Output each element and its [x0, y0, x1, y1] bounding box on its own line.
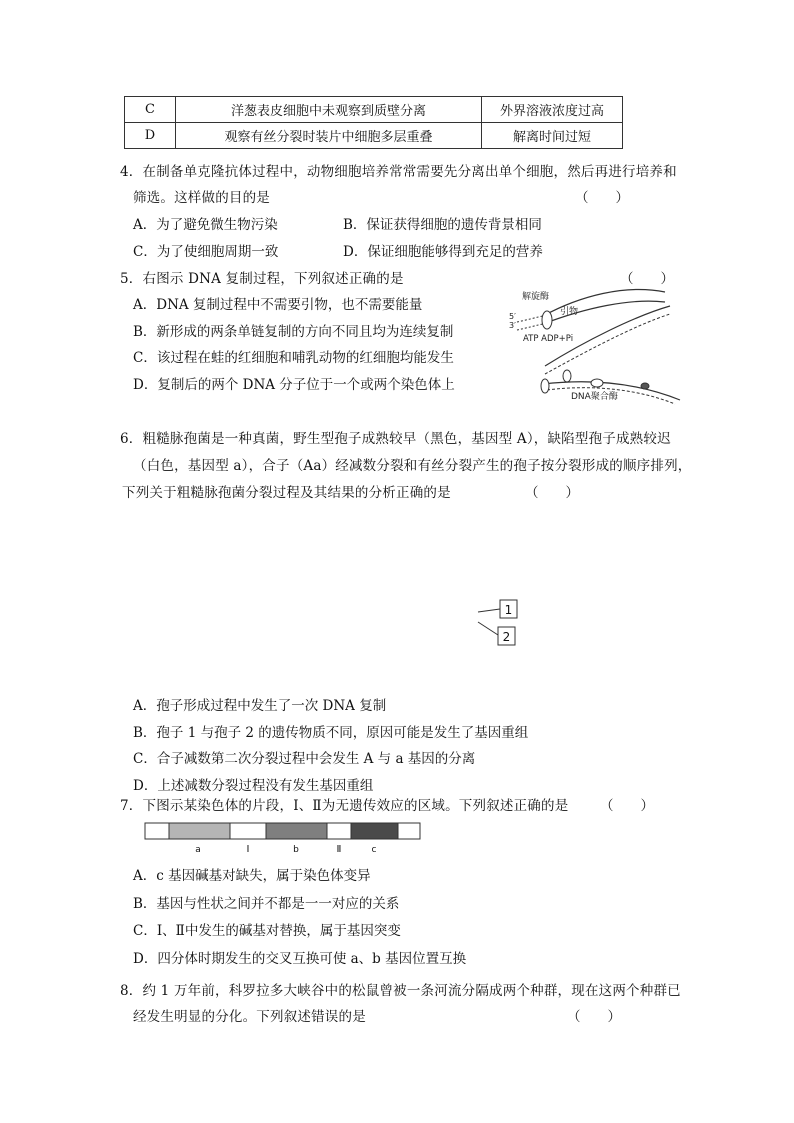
- chromosome-segment-figure: [140, 820, 430, 856]
- answer-table: [124, 96, 623, 149]
- atp-label: ATP ADP+Pi: [523, 334, 574, 344]
- table-row: [125, 97, 623, 123]
- primer-label: 引物: [560, 307, 579, 317]
- region-II-label: Ⅱ: [336, 844, 342, 855]
- q4-option-b: B．保证获得细胞的遗传背景相同: [343, 217, 542, 233]
- gene-c-label: c: [371, 845, 377, 855]
- q8-stem-line2: 经发生明显的分化。下列叙述错误的是: [133, 1009, 366, 1025]
- q5-option-a: A．DNA 复制过程中不需要引物，也不需要能量: [133, 297, 423, 313]
- q5-stem: 5．右图示 DNA 复制过程，下列叙述正确的是: [120, 271, 404, 287]
- q6-option-d: D．上述减数分裂过程没有发生基因重组: [133, 778, 374, 794]
- three-prime-label: 3′: [509, 321, 516, 330]
- q7-option-b: B．基因与性状之间并不都是一一对应的关系: [133, 896, 400, 912]
- table-row: [125, 123, 623, 149]
- spore-1-leader: [478, 609, 500, 612]
- table-cell-reason: 外界溶液浓度过高: [482, 97, 623, 123]
- five-prime-label: 5′: [509, 312, 516, 321]
- table-cell-content: 观察有丝分裂时装片中细胞多层重叠: [176, 123, 482, 149]
- q6-answer-paren: （ ）: [525, 485, 579, 501]
- spore-figure: [470, 595, 530, 655]
- primer-strand: [517, 324, 543, 330]
- gene-b-label: b: [293, 845, 299, 855]
- table-cell-reason: 解离时间过短: [482, 123, 623, 149]
- gene-c-segment: [351, 823, 398, 839]
- spore-1-label: 1: [504, 603, 513, 617]
- q6-option-b: B．孢子 1 与孢子 2 的遗传物质不同，原因可能是发生了基因重组: [133, 725, 529, 741]
- q4-stem-line1: 4．在制备单克隆抗体过程中，动物细胞培养常常需要先分离出单个细胞，然后再进行培养和: [120, 164, 677, 180]
- q4-option-a: A．为了避免微生物污染: [133, 217, 278, 233]
- spore-2-leader: [478, 622, 498, 635]
- q5-option-c: C．该过程在蛙的红细胞和哺乳动物的红细胞均能发生: [133, 350, 454, 366]
- region-I-label: Ⅰ: [246, 844, 250, 855]
- q5-answer-paren: （ ）: [620, 271, 674, 287]
- q6-stem-line1: 6．粗糙脉孢菌是一种真菌，野生型孢子成熟较早（黑色，基因型 A），缺陷型孢子成熟较迟: [120, 431, 671, 447]
- helicase-shape: [541, 379, 549, 393]
- q5-option-b: B．新形成的两条单链复制的方向不同且均为连续复制: [133, 324, 454, 340]
- q8-stem-line1: 8．约 1 万年前，科罗拉多大峡谷中的松鼠曾被一条河流分隔成两个种群，现在这两个种群已: [120, 983, 681, 999]
- q7-answer-paren: （ ）: [600, 798, 654, 814]
- q5-option-d: D．复制后的两个 DNA 分子位于一个或两个染色体上: [133, 377, 455, 393]
- new-strand-upper: [545, 314, 670, 374]
- table-cell-letter: D: [125, 123, 176, 149]
- region-II-segment: [327, 823, 351, 839]
- q6-option-a: A．孢子形成过程中发生了一次 DNA 复制: [133, 698, 387, 714]
- q4-option-d: D．保证细胞能够得到充足的营养: [343, 244, 543, 260]
- q4-option-c: C．为了使细胞周期一致: [133, 244, 279, 260]
- helicase-label: 解旋酶: [522, 292, 550, 302]
- primer-strand: [517, 316, 543, 322]
- q4-stem-line2: 筛选。这样做的目的是: [133, 190, 270, 206]
- region-I-segment: [230, 823, 266, 839]
- q7-option-d: D．四分体时期发生的交叉互换可使 a、b 基因位置互换: [133, 951, 467, 967]
- table-cell-content: 洋葱表皮细胞中未观察到质壁分离: [176, 97, 482, 123]
- q7-stem: 7．下图示某染色体的片段，Ⅰ、Ⅱ为无遗传效应的区域。下列叙述正确的是: [120, 798, 569, 814]
- gene-a-label: a: [195, 845, 201, 855]
- table-cell-letter: C: [125, 97, 176, 123]
- gene-a-segment: [169, 823, 230, 839]
- q4-answer-paren: （ ）: [575, 190, 629, 206]
- helicase-shape: [542, 311, 552, 329]
- q6-stem-line3: 下列关于粗糙脉孢菌分裂过程及其结果的分析正确的是: [122, 485, 451, 501]
- spore-2-label: 2: [502, 630, 511, 644]
- polymerase-shape: [641, 383, 649, 389]
- polymerase-shape: [563, 370, 571, 382]
- dna-replication-figure: [505, 286, 685, 408]
- q7-option-a: A．c 基因碱基对缺失，属于染色体变异: [133, 868, 371, 884]
- q6-stem-line2: （白色，基因型 a），合子（Aa）经减数分裂和有丝分裂产生的孢子按分裂形成的顺序排列，: [133, 458, 692, 474]
- q6-option-c: C．合子减数第二次分裂过程中会发生 A 与 a 基因的分离: [133, 751, 476, 767]
- polymerase-shape: [591, 379, 603, 387]
- polymerase-label: DNA聚合酶: [571, 392, 618, 402]
- gene-b-segment: [266, 823, 327, 839]
- q8-answer-paren: （ ）: [567, 1009, 621, 1025]
- q7-option-c: C．Ⅰ、Ⅱ中发生的碱基对替换，属于基因突变: [133, 923, 401, 939]
